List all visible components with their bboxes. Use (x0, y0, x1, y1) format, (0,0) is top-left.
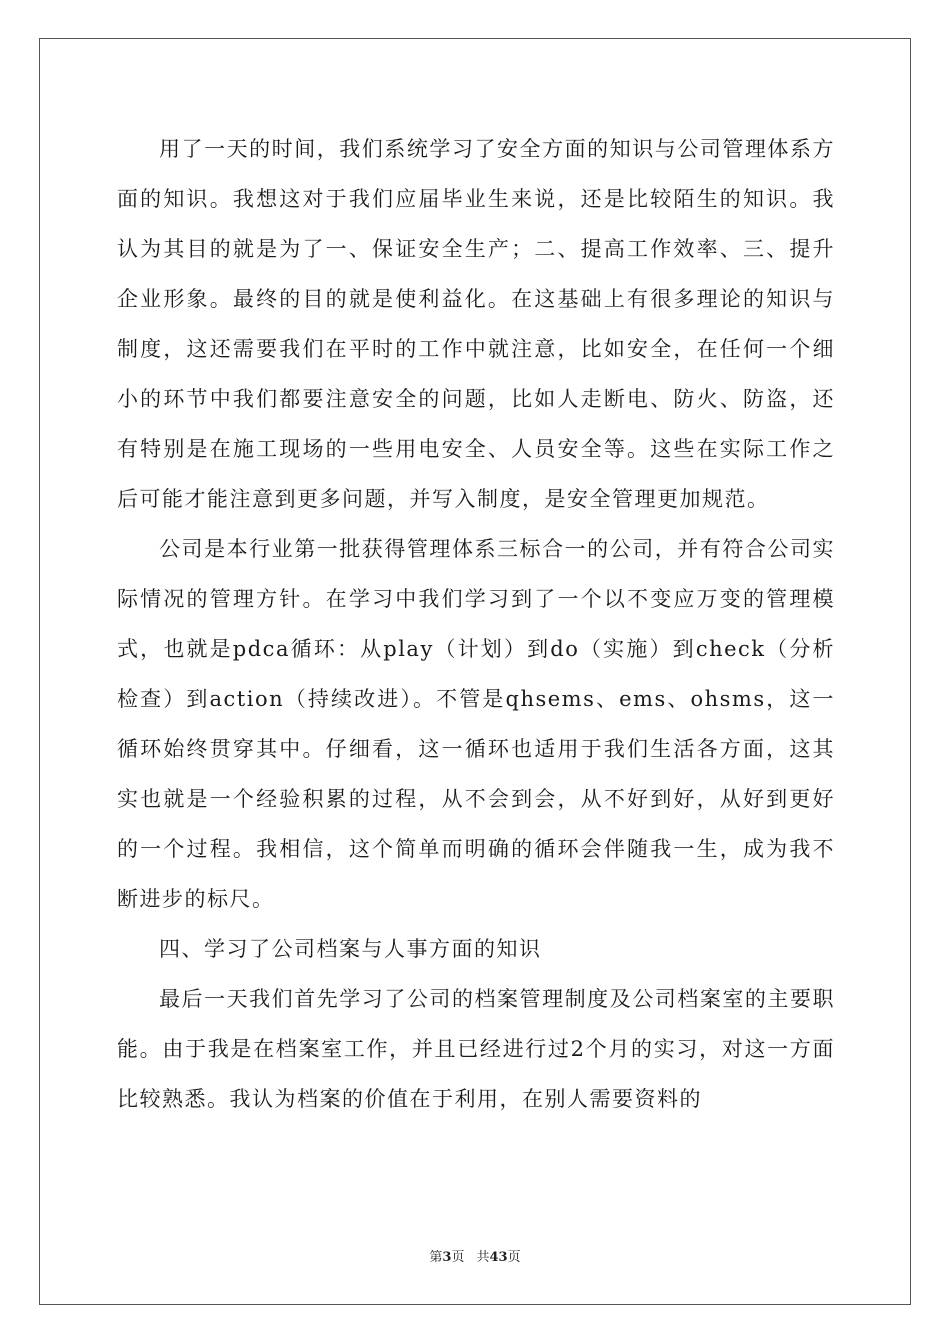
total-prefix: 共 (476, 1250, 490, 1265)
paragraph: 最后一天我们首先学习了公司的档案管理制度及公司档案室的主要职能。由于我是在档案室工作，并且已经进行过2个月的实习，对这一方面比较熟悉。我认为档案的价值在于利用，在别人需要资料的 (117, 987, 835, 1111)
document-body (117, 124, 835, 1124)
page-prefix: 第 (429, 1250, 443, 1265)
section-heading: 四、学习了公司档案与人事方面的知识 (159, 937, 542, 961)
total-pages: 43 (489, 1250, 508, 1265)
page-suffix: 页 (451, 1250, 465, 1265)
page-footer (0, 1246, 950, 1265)
page-number: 3 (442, 1250, 452, 1265)
paragraph: 用了一天的时间，我们系统学习了安全方面的知识与公司管理体系方面的知识。我想这对于我们应届毕业生来说，还是比较陌生的知识。我认为其目的就是为了一、保证安全生产；二、提高工作效率、三、提升企业形象。最终的目的就是使利益化。在这基础上有很多理论的知识与制度，这还需要我们在平时的工作中就注意，比如安全，在任何一个细小的环节中我们都要注意安全的问题，比如人走断电、防火、防盗，还有特别是在施工现场的一些用电安全、人员安全等。这些在实际工作之后可能才能注意到更多问题，并写入制度，是安全管理更加规范。 (117, 137, 835, 511)
total-suffix: 页 (507, 1250, 521, 1265)
paragraph: 公司是本行业第一批获得管理体系三标合一的公司，并有符合公司实际情况的管理方针。在学习中我们学习到了一个以不变应万变的管理模式，也就是pdca循环：从play（计划）到do（实施）到check（分析检查）到action（持续改进）。不管是qhsems、ems、ohsms，这一循环始终贯穿其中。仔细看，这一循环也适用于我们生活各方面，这其实也就是一个经验积累的过程，从不会到会，从不好到好，从好到更好的一个过程。我相信，这个简单而明确的循环会伴随我一生，成为我不断进步的标尺。 (117, 537, 835, 911)
